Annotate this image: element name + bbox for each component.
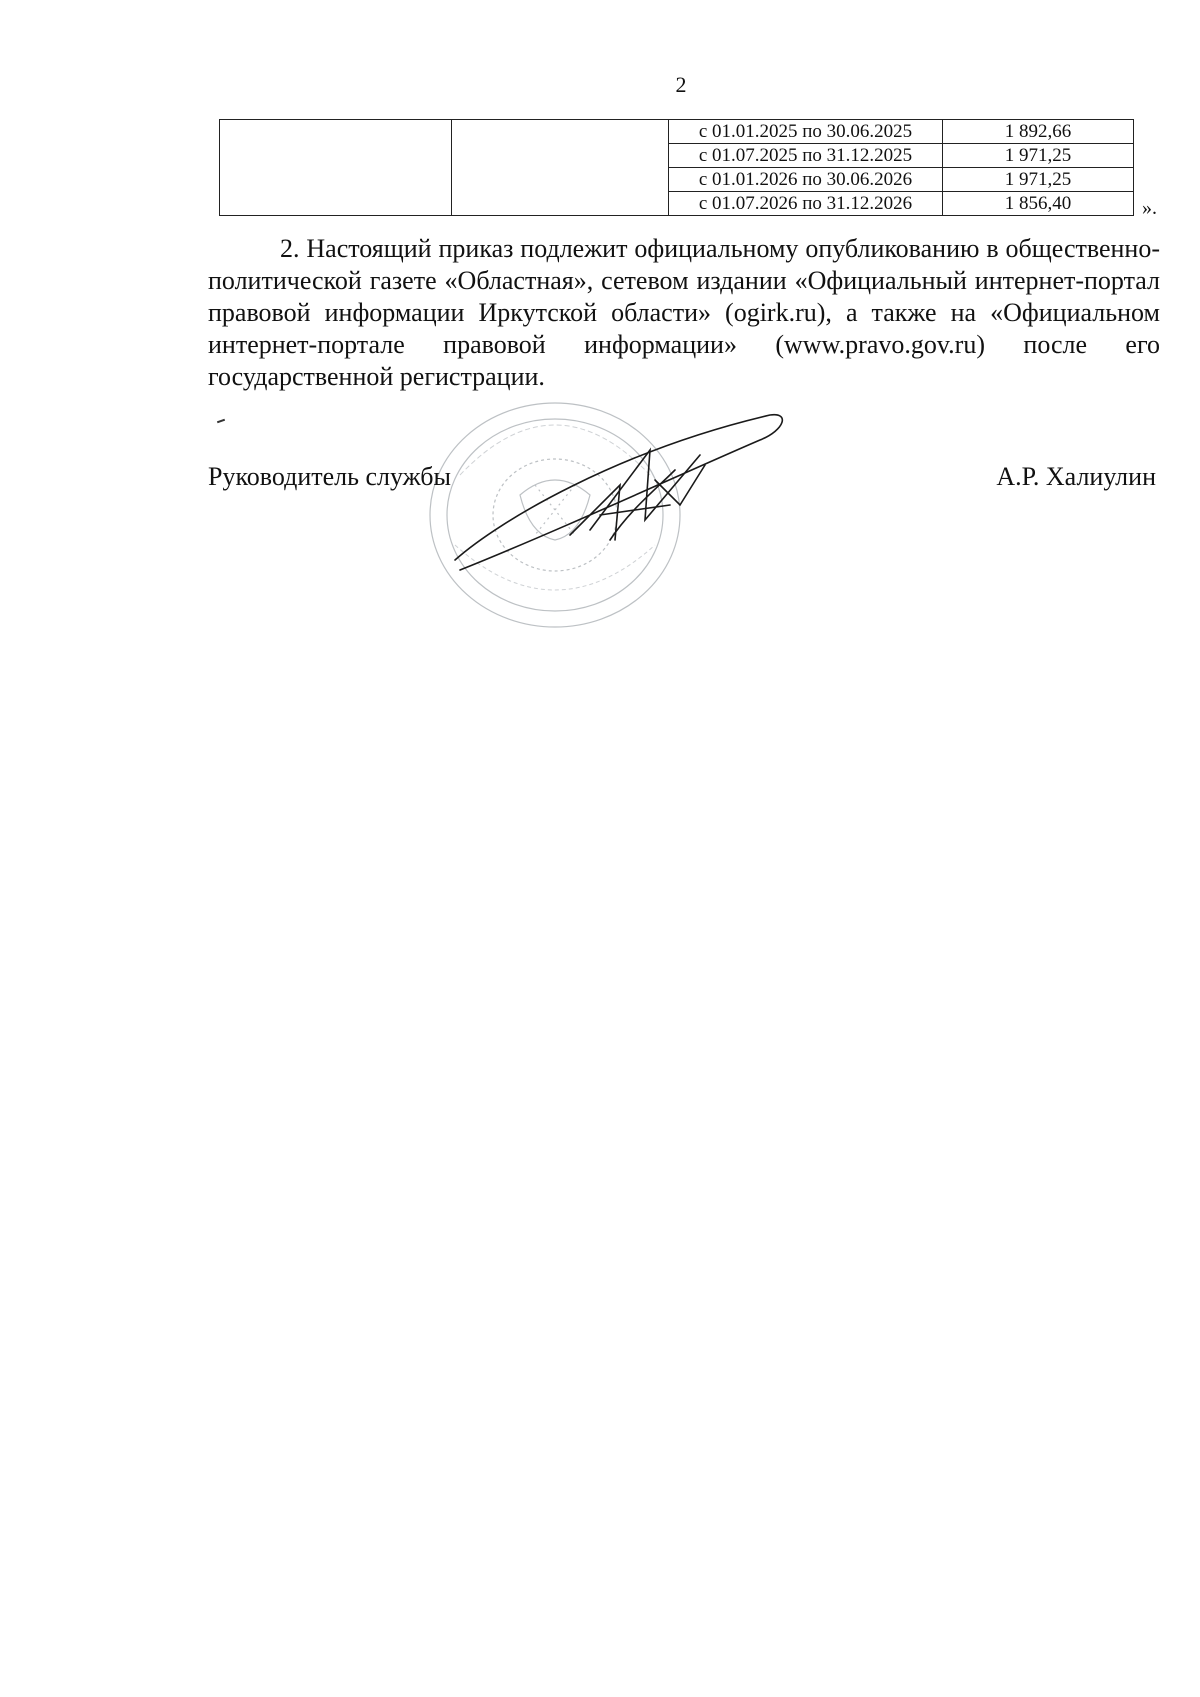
period-cell: с 01.07.2026 по 31.12.2026 [669,192,943,216]
period-cell: с 01.01.2026 по 30.06.2026 [669,168,943,192]
value-cell: 1 856,40 [943,192,1134,216]
value-cell: 1 892,66 [943,120,1134,144]
signer-name: А.Р. Халиулин [996,462,1156,491]
period-cell: с 01.01.2025 по 30.06.2025 [669,120,943,144]
empty-cell [220,120,452,216]
table-row [220,120,1134,144]
publication-paragraph: 2. Настоящий приказ подлежит официальному опубликованию в общественно-политической газете «Областная», сетевом издании «Официальный интернет-портал правовой информации Иркутской области» (ogirk.ru), а также на «Официальном интернет-портале правовой информации» (www.pravo.gov.ru) после его государственной регистрации. [208,234,1160,391]
closing-quote: ». [1142,197,1157,219]
value-cell: 1 971,25 [943,168,1134,192]
period-cell: с 01.07.2025 по 31.12.2025 [669,144,943,168]
stray-mark [217,419,225,424]
value-cell: 1 971,25 [943,144,1134,168]
tariff-table [219,119,1134,216]
handwritten-signature-icon [440,410,800,610]
page-number: 2 [675,72,687,97]
empty-cell [452,120,669,216]
signer-title: Руководитель службы [208,462,451,491]
